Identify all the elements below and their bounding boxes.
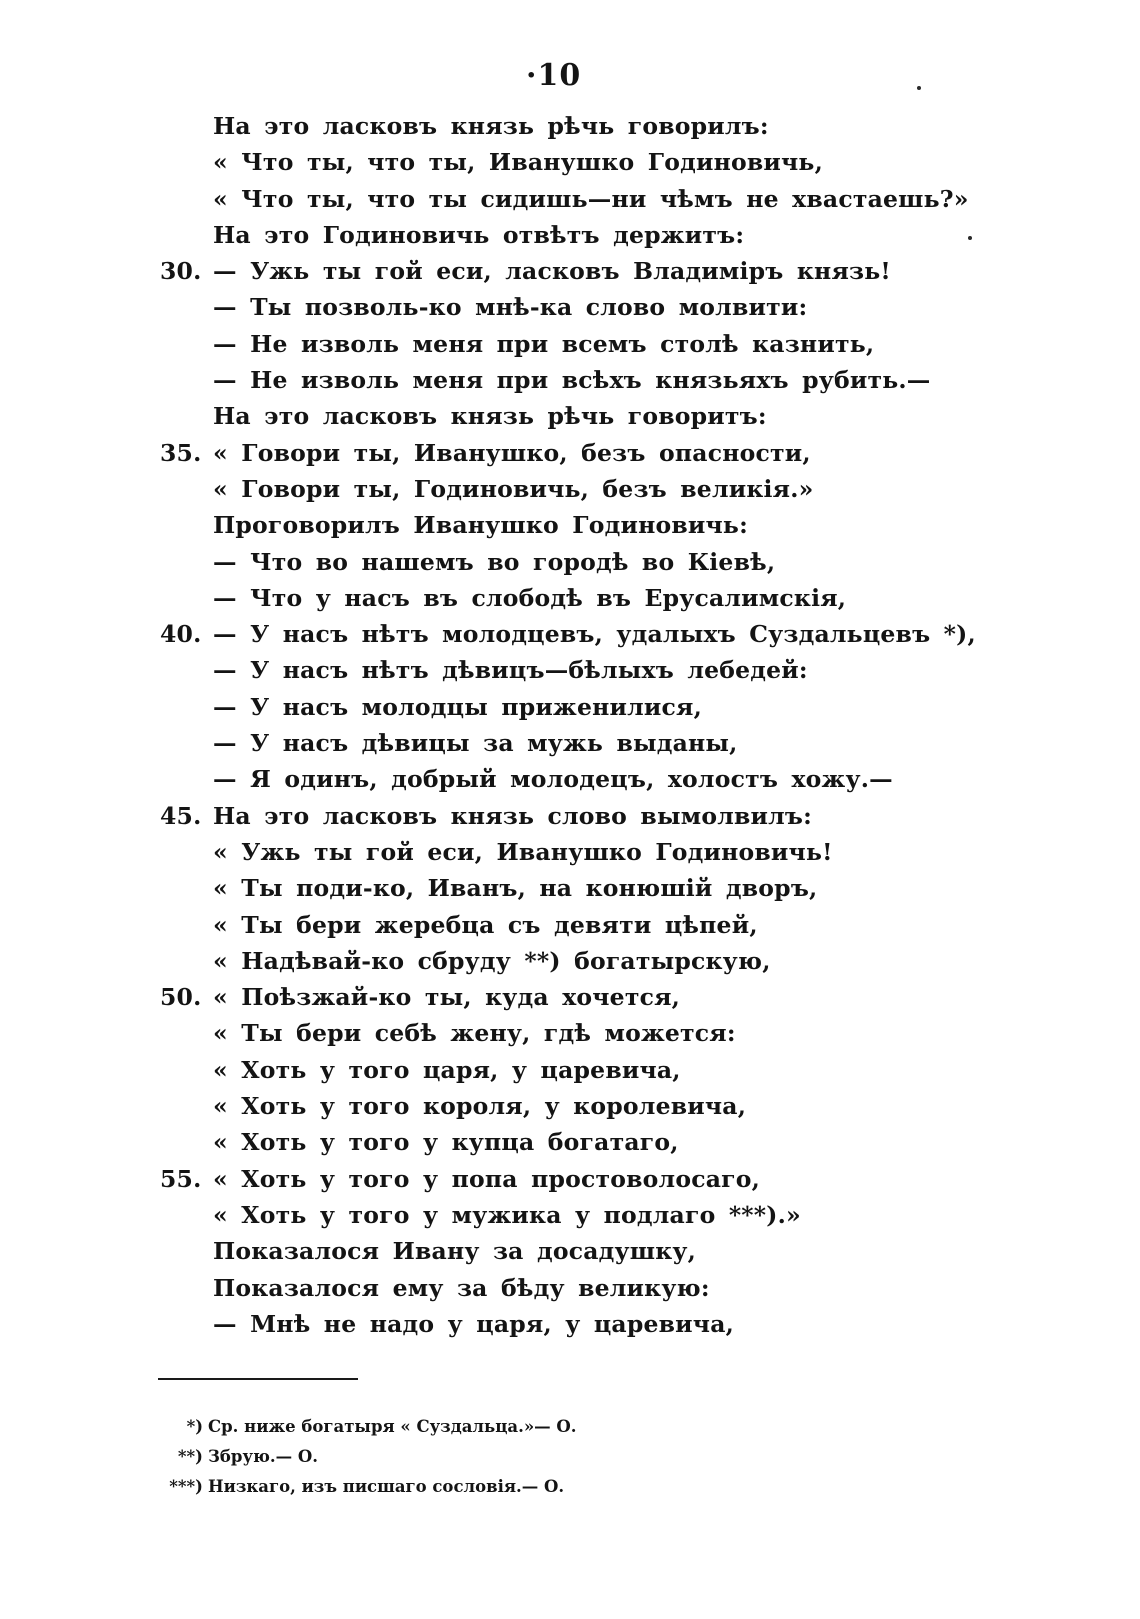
footnote xyxy=(0,1442,1140,1472)
line-number: 30. xyxy=(160,257,202,286)
line-text: « Хоть у того короля, у королевича, xyxy=(213,1092,747,1121)
verse-line xyxy=(0,943,1140,979)
line-text: — Что у насъ въ слободѣ въ Ерусалимскія, xyxy=(213,583,847,612)
footnote-text: Ср. ниже богатыря « Суздальца.»— О. xyxy=(208,1417,577,1436)
line-text: — Я одинъ, добрый молодецъ, холостъ хожу.— xyxy=(213,765,893,794)
line-text: На это Годиновичь отвѣтъ держитъ: xyxy=(213,220,745,249)
line-text: Проговорилъ Иванушко Годиновичь: xyxy=(213,511,748,540)
footnote-text: Збрую.— О. xyxy=(208,1447,319,1466)
footnote-divider xyxy=(158,1378,358,1380)
verse-line xyxy=(0,725,1140,761)
verse-line xyxy=(0,652,1140,688)
print-speck xyxy=(917,86,921,90)
verse-line xyxy=(0,108,1140,144)
line-text: « Хоть у того у попа простоволосаго, xyxy=(213,1164,760,1193)
verse-line xyxy=(0,761,1140,797)
print-speck xyxy=(968,236,972,240)
footnote-mark: ***) xyxy=(169,1477,203,1496)
page-number: ·10 xyxy=(526,58,582,93)
verse-line xyxy=(0,398,1140,434)
line-text: — Ужь ты гой еси, ласковъ Владиміръ князь! xyxy=(213,257,891,286)
verse-line xyxy=(0,979,1140,1015)
verse-line xyxy=(0,1197,1140,1233)
line-text: На это ласковъ князь рѣчь говоритъ: xyxy=(213,402,767,431)
footnote-mark: **) xyxy=(177,1447,203,1466)
verse-line xyxy=(0,435,1140,471)
line-text: « Поѣзжай-ко ты, куда хочется, xyxy=(213,983,681,1012)
line-text: « Ужь ты гой еси, Иванушко Годиновичь! xyxy=(213,837,833,866)
verse-line xyxy=(0,834,1140,870)
footnote xyxy=(0,1412,1140,1442)
line-text: « Хоть у того царя, у царевича, xyxy=(213,1055,681,1084)
verse-line xyxy=(0,616,1140,652)
line-text: « Говори ты, Годиновичь, безъ великія.» xyxy=(213,474,814,503)
line-number: 55. xyxy=(160,1164,202,1193)
line-text: « Ты бери жеребца съ девяти цѣпей, xyxy=(213,910,758,939)
verse-line xyxy=(0,1270,1140,1306)
verse-line xyxy=(0,1306,1140,1342)
line-text: — У насъ дѣвицы за мужь выданы, xyxy=(213,729,738,758)
verse-line xyxy=(0,544,1140,580)
footnote-mark: *) xyxy=(186,1417,203,1436)
line-text: — Не изволь меня при всѣхъ князьяхъ рубить.— xyxy=(213,366,931,395)
line-number: 45. xyxy=(160,801,202,830)
verse-line xyxy=(0,289,1140,325)
verse-line xyxy=(0,144,1140,180)
line-number: 40. xyxy=(160,620,202,649)
verse-line xyxy=(0,181,1140,217)
verse-line xyxy=(0,471,1140,507)
line-text: Показалося ему за бѣду великую: xyxy=(213,1273,710,1302)
line-text: — У насъ молодцы приженилися, xyxy=(213,692,702,721)
line-text: « Говори ты, Иванушко, безъ опасности, xyxy=(213,438,811,467)
verse-line xyxy=(0,689,1140,725)
line-text: — У насъ нѣтъ дѣвицъ—бѣлыхъ лебедей: xyxy=(213,656,808,685)
verse-line xyxy=(0,1233,1140,1269)
footnote-text: Низкаго, изъ писшаго сословія.— О. xyxy=(208,1477,565,1496)
line-text: — У насъ нѣтъ молодцевъ, удалыхъ Суздальцевъ *), xyxy=(213,620,976,649)
verse-line xyxy=(0,580,1140,616)
line-text: На это ласковъ князь слово вымолвилъ: xyxy=(213,801,812,830)
line-number: 50. xyxy=(160,983,202,1012)
line-text: « Ты бери себѣ жену, гдѣ можется: xyxy=(213,1019,736,1048)
line-text: « Что ты, что ты, Иванушко Годиновичь, xyxy=(213,148,823,177)
verse-line xyxy=(0,1124,1140,1160)
verse-line xyxy=(0,1088,1140,1124)
poem-body xyxy=(0,108,1140,1342)
line-text: « Ты поди-ко, Иванъ, на конюшій дворъ, xyxy=(213,874,818,903)
verse-line xyxy=(0,798,1140,834)
verse-line xyxy=(0,907,1140,943)
line-text: « Хоть у того у мужика у подлаго ***).» xyxy=(213,1200,801,1229)
line-text: — Ты позволь-ко мнѣ-ка слово молвити: xyxy=(213,293,808,322)
line-number: 35. xyxy=(160,438,202,467)
verse-line xyxy=(0,507,1140,543)
footnote xyxy=(0,1472,1140,1502)
verse-line xyxy=(0,362,1140,398)
verse-line xyxy=(0,1052,1140,1088)
line-text: — Не изволь меня при всемъ столѣ казнить, xyxy=(213,329,875,358)
line-text: — Мнѣ не надо у царя, у царевича, xyxy=(213,1309,735,1338)
line-text: « Хоть у того у купца богатаго, xyxy=(213,1128,679,1157)
verse-line xyxy=(0,326,1140,362)
verse-line xyxy=(0,253,1140,289)
verse-line xyxy=(0,1015,1140,1051)
verse-line xyxy=(0,1161,1140,1197)
line-text: Показалося Ивану за досадушку, xyxy=(213,1237,697,1266)
line-text: « Что ты, что ты сидишь—ни чѣмъ не хвастаешь?» xyxy=(213,184,969,213)
line-text: « Надѣвай-ко сбруду **) богатырскую, xyxy=(213,946,771,975)
line-text: На это ласковъ князь рѣчь говорилъ: xyxy=(213,112,769,140)
line-text: — Что во нашемъ во городѣ во Кіевѣ, xyxy=(213,547,776,576)
verse-line xyxy=(0,870,1140,906)
footnotes xyxy=(0,1412,1140,1502)
